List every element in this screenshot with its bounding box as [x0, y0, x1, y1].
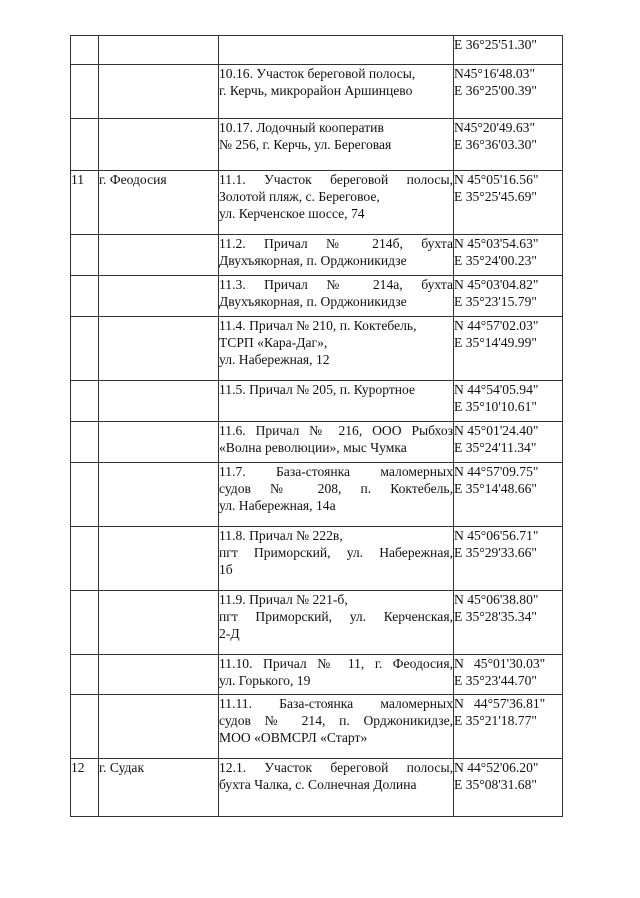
row-number: [71, 655, 99, 695]
longitude-value: E 36°25'00.39": [454, 83, 537, 98]
longitude-value: E 35°23'15.79": [454, 294, 537, 309]
object-description-cell: [219, 527, 454, 591]
object-description-line: Двухъякорная, п. Орджоникидзе: [219, 253, 407, 268]
object-description-line: 11.1. Участок береговой полосы,: [219, 172, 453, 187]
coordinates-cell: [454, 655, 563, 695]
row-number: [71, 695, 99, 759]
object-description-line: № 256, г. Керчь, ул. Береговая: [219, 137, 392, 152]
row-number: [71, 422, 99, 463]
row-number: 11: [71, 171, 99, 235]
object-description-line: 11.5. Причал № 205, п. Курортное: [219, 382, 416, 397]
object-description-cell: [219, 655, 454, 695]
object-description-line: бухта Чалка, с. Солнечная Долина: [219, 777, 417, 792]
object-description-line: 10.17. Лодочный кооператив: [219, 120, 384, 135]
object-description-cell: [219, 235, 454, 276]
object-description-cell: [219, 759, 454, 817]
coordinates-cell: [454, 463, 563, 527]
object-description-cell: [219, 591, 454, 655]
object-description-line: ТСРП «Кара-Даг»,: [219, 335, 328, 350]
municipality-cell: [99, 381, 219, 422]
coordinates-cell: [454, 276, 563, 317]
longitude-value: E 35°08'31.68": [454, 777, 537, 792]
row-number: [71, 463, 99, 527]
coordinates-cell: [454, 381, 563, 422]
municipality-cell: [99, 463, 219, 527]
object-description-line: 11.7. База-стоянка маломерных: [219, 464, 453, 479]
longitude-value: E 35°29'33.66": [454, 545, 537, 560]
latitude-value: N 45°06'38.80": [454, 592, 539, 607]
object-description-line: 11.8. Причал № 222в,: [219, 528, 343, 543]
object-description-line: 10.16. Участок береговой полосы,: [219, 66, 416, 81]
longitude-value: E 35°14'48.66": [454, 481, 537, 496]
row-number: [71, 36, 99, 65]
row-number: [71, 591, 99, 655]
object-description-cell: [219, 171, 454, 235]
object-description-line: 11.3. Причал № 214а, бухта: [219, 277, 453, 292]
latitude-value: N 45°03'54.63": [454, 236, 539, 251]
table-row: [71, 527, 563, 591]
object-description-line: Двухъякорная, п. Орджоникидзе: [219, 294, 407, 309]
object-description-line: 2-Д: [219, 626, 240, 641]
object-description-line: 11.10. Причал № 11, г. Феодосия,: [219, 656, 453, 671]
object-description-line: ул. Набережная, 14а: [219, 498, 336, 513]
latitude-value: N 44°57'36.81": [454, 696, 546, 711]
coordinates-cell: [454, 317, 563, 381]
coordinates-cell: [454, 527, 563, 591]
municipality-cell: [99, 422, 219, 463]
table-row: [71, 381, 563, 422]
municipality-cell: [99, 527, 219, 591]
municipality-cell: [99, 591, 219, 655]
longitude-value: E 35°10'10.61": [454, 399, 537, 414]
object-description-cell: [219, 422, 454, 463]
table-row: [71, 422, 563, 463]
table-row: [71, 171, 563, 235]
latitude-value: N 45°01'24.40": [454, 423, 539, 438]
object-description-line: МОО «ОВМСРЛ «Старт»: [219, 730, 368, 745]
table-row: [71, 591, 563, 655]
coordinates-table: [70, 35, 563, 817]
coordinates-cell: [454, 695, 563, 759]
object-description-cell: [219, 119, 454, 171]
longitude-value: E 35°23'44.70": [454, 673, 537, 688]
coordinates-cell: [454, 171, 563, 235]
object-description-line: 11.2. Причал № 214б, бухта: [219, 236, 453, 251]
object-description-line: ул. Набережная, 12: [219, 352, 330, 367]
object-description-line: «Волна революции», мыс Чумка: [219, 440, 407, 455]
object-description-line: 1б: [219, 562, 233, 577]
table-row: [71, 655, 563, 695]
municipality-cell: г. Феодосия: [99, 171, 219, 235]
object-description-cell: [219, 381, 454, 422]
municipality-cell: [99, 36, 219, 65]
row-number: [71, 381, 99, 422]
object-description-cell: [219, 463, 454, 527]
row-number: [71, 276, 99, 317]
object-description-line: 11.4. Причал № 210, п. Коктебель,: [219, 318, 417, 333]
latitude-value: N45°16'48.03": [454, 66, 536, 81]
latitude-value: N45°20'49.63": [454, 120, 536, 135]
object-description-line: ул. Горького, 19: [219, 673, 311, 688]
coordinates-cell: [454, 65, 563, 119]
row-number: [71, 119, 99, 171]
table-row: [71, 235, 563, 276]
coordinates-cell: [454, 36, 563, 65]
coordinates-cell: [454, 119, 563, 171]
municipality-cell: [99, 235, 219, 276]
object-description-line: 11.6. Причал № 216, ООО Рыбхоз: [219, 423, 453, 438]
municipality-cell: [99, 317, 219, 381]
table-row: [71, 276, 563, 317]
object-description-line: 11.9. Причал № 221-б,: [219, 592, 348, 607]
table-row: [71, 759, 563, 817]
municipality-cell: г. Судак: [99, 759, 219, 817]
longitude-value: E 35°24'00.23": [454, 253, 537, 268]
table-row: [71, 317, 563, 381]
longitude-value: E 35°14'49.99": [454, 335, 537, 350]
latitude-value: N 45°01'30.03": [454, 656, 546, 671]
municipality-cell: [99, 276, 219, 317]
coordinates-cell: [454, 235, 563, 276]
coordinates-cell: [454, 759, 563, 817]
object-description-line: г. Керчь, микрорайон Аршинцево: [219, 83, 413, 98]
municipality-cell: [99, 119, 219, 171]
object-description-cell: [219, 276, 454, 317]
longitude-value: E 35°24'11.34": [454, 440, 537, 455]
row-number: [71, 65, 99, 119]
object-description-cell: [219, 65, 454, 119]
object-description-line: ул. Керченское шоссе, 74: [219, 206, 365, 221]
object-description-line: 11.11. База-стоянка маломерных: [219, 696, 453, 711]
municipality-cell: [99, 65, 219, 119]
longitude-value: E 35°25'45.69": [454, 189, 537, 204]
object-description-cell: [219, 317, 454, 381]
table-row: [71, 463, 563, 527]
municipality-cell: [99, 655, 219, 695]
table-row: [71, 695, 563, 759]
object-description-line: Золотой пляж, с. Береговое,: [219, 189, 380, 204]
table-row: [71, 36, 563, 65]
latitude-value: N 44°54'05.94": [454, 382, 539, 397]
table-row: [71, 65, 563, 119]
row-number: [71, 317, 99, 381]
coordinates-cell: [454, 591, 563, 655]
table-row: [71, 119, 563, 171]
object-description-cell: [219, 36, 454, 65]
municipality-cell: [99, 695, 219, 759]
latitude-value: N 44°57'09.75": [454, 464, 539, 479]
latitude-value: N 45°06'56.71": [454, 528, 539, 543]
latitude-value: N 44°52'06.20": [454, 760, 539, 775]
object-description-line: судов № 208, п. Коктебель,: [219, 481, 453, 496]
latitude-value: N 44°57'02.03": [454, 318, 539, 333]
object-description-line: судов № 214, п. Орджоникидзе,: [219, 713, 453, 728]
row-number: [71, 527, 99, 591]
object-description-line: пгт Приморский, ул. Набережная,: [219, 545, 453, 560]
longitude-value: E 36°25'51.30": [454, 37, 537, 52]
longitude-value: E 35°21'18.77": [454, 713, 537, 728]
object-description-line: 12.1. Участок береговой полосы,: [219, 760, 453, 775]
row-number: [71, 235, 99, 276]
longitude-value: E 35°28'35.34": [454, 609, 537, 624]
object-description-cell: [219, 695, 454, 759]
table-body: [71, 36, 563, 817]
object-description-line: пгт Приморский, ул. Керченская,: [219, 609, 453, 624]
row-number: 12: [71, 759, 99, 817]
latitude-value: N 45°05'16.56": [454, 172, 539, 187]
latitude-value: N 45°03'04.82": [454, 277, 539, 292]
longitude-value: E 36°36'03.30": [454, 137, 537, 152]
coordinates-cell: [454, 422, 563, 463]
